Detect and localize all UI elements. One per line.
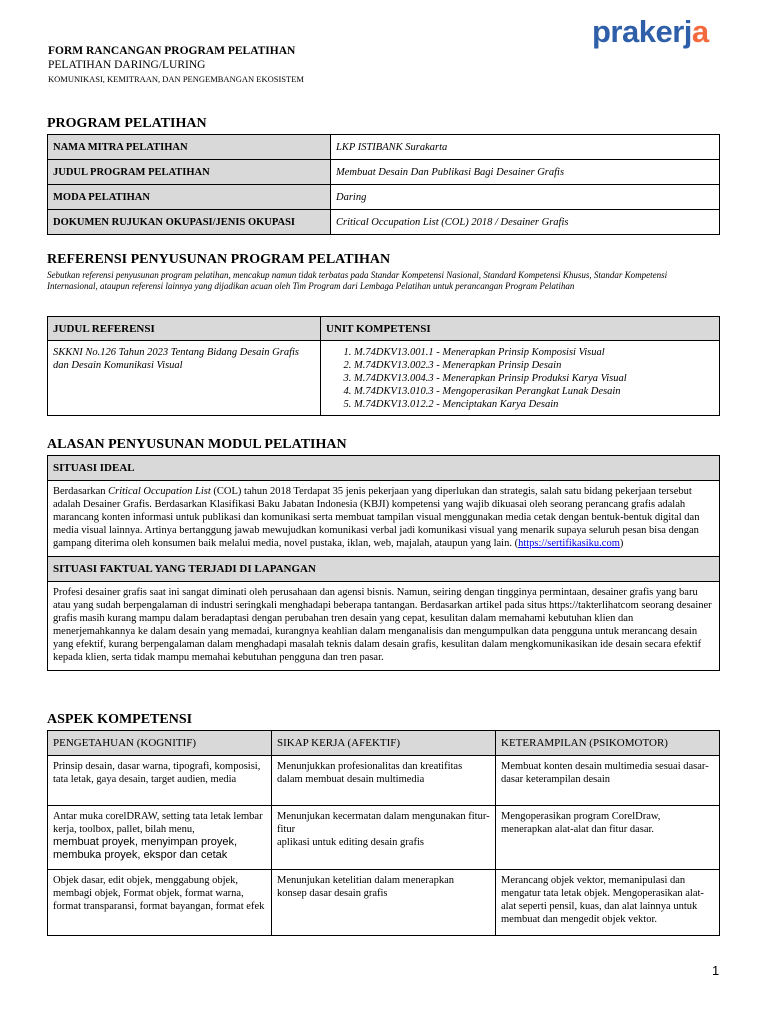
row-label: JUDUL PROGRAM PELATIHAN <box>48 160 331 185</box>
row-label: MODA PELATIHAN <box>48 185 331 210</box>
table-row <box>48 160 720 185</box>
table-cell: Antar muka corelDRAW, setting tata letak lembar kerja, toolbox, pallet, bilah menu, membuat proyek, menyimpan proyek, membuka proyek, ekspor dan cetak <box>48 806 272 870</box>
table-row <box>48 135 720 160</box>
table-row <box>48 481 720 557</box>
aspek-table <box>47 730 720 936</box>
table-row <box>48 210 720 235</box>
column-header-psikomotor: KETERAMPILAN (PSIKOMOTOR) <box>496 731 720 756</box>
table-row <box>48 870 720 936</box>
list-item: 2. M.74DKV13.002.3 - Menerapkan Prinsip Desain <box>354 359 714 372</box>
list-item: 5. M.74DKV13.012.2 - Menciptakan Karya Desain <box>354 398 714 411</box>
referensi-description: Sebutkan referensi penyusunan program pelatihan, mencakup namun tidak terbatas pada Standar Kompetensi Nasional, Standard Kompetensi Khusus, Standar Kompetensi Internasional, ataupun referensi lainnya yang dijadikan acuan oleh Tim Program dari Lembaga Pelatihan untuk perancangan Program Pelatihan <box>47 270 668 291</box>
row-label: DOKUMEN RUJUKAN OKUPASI/JENIS OKUPASI <box>48 210 331 235</box>
table-row <box>48 756 720 806</box>
situasi-ideal-text: Berdasarkan Critical Occupation List (COL) tahun 2018 Terdapat 35 jenis pekerjaan yang diperlukan dan strategis, salah satu bidang pekerjaan tersebut adalah Desainer Grafis. Berdasarkan Klasifikasi Baku Jabatan Indonesia (KBJI) kompetensi yang wajib dikuasai oleh seorang perancang grafis adalah marancang konten informasi untuk publikasi dan komunikasi serta membuat tampilan visual menggunakan media cetak dengan bentuk-bentuk digital dan media visual lainnya. Artinya bertanggung jawab mewujudkan komunikasi verbal jadi komunikasi visual yang menarik supaya seluruh pesan bisa dengan gampang diterima oleh konsumen baik melalui media, novel pustaka, iklan, web, majalah, ataupun yang lain. (https://sertifikasiku.com) <box>48 481 720 557</box>
form-subtitle: PELATIHAN DARING/LURING <box>48 59 206 71</box>
program-table <box>47 134 720 235</box>
column-header-unit: UNIT KOMPETENSI <box>321 317 720 341</box>
document-header <box>48 44 304 86</box>
prakerja-logo: prakerja <box>592 14 709 49</box>
table-cell: Prinsip desain, dasar warna, tipografi, komposisi, tata letak, gaya desain, target audien, media <box>48 756 272 806</box>
situasi-faktual-label: SITUASI FAKTUAL YANG TERJADI DI LAPANGAN <box>48 557 720 582</box>
section-heading-alasan: ALASAN PENYUSUNAN MODUL PELATIHAN <box>47 437 347 452</box>
table-header-row <box>48 456 720 481</box>
column-header-judul: JUDUL REFERENSI <box>48 317 321 341</box>
alasan-table <box>47 455 720 671</box>
form-title: FORM RANCANGAN PROGRAM PELATIHAN <box>48 45 296 57</box>
column-header-afektif: SIKAP KERJA (AFEKTIF) <box>272 731 496 756</box>
table-row <box>48 341 720 416</box>
table-cell: Objek dasar, edit objek, menggabung objek, membagi objek, Format objek, format warna, format transparansi, format bayangan, format efek <box>48 870 272 936</box>
referensi-table <box>47 316 720 416</box>
column-header-kognitif: PENGETAHUAN (KOGNITIF) <box>48 731 272 756</box>
section-heading-program: PROGRAM PELATIHAN <box>47 116 207 131</box>
unit-list <box>326 346 714 411</box>
situasi-faktual-text: Profesi desainer grafis saat ini sangat diminati oleh perusahaan dan agensi bisnis. Namun, seiring dengan tingginya permintaan, desainer grafis yang baru atau yang sudah berpengalaman di industri seringkali menghadapi beberapa tantangan. Berdasarkan artikel pada situs https://takterlihatcom seorang desainer grafis masih kurang mampu dalam beradaptasi dengan perubahan tren desain yang cepat, kesulitan dalam memahami kebutuhan klien dan menerjemahkannya ke dalam desain yang memadai, kurangnya keahlian dalam menganalisis dan mengumpulkan data pengguna untuk merancang desain yang efektif, kurang berpengalaman dalam menghadapi masalah teknis dalam desain grafis, kesulitan dalam mengkomunikasikan ide desain secara efektif kepada klien, serta tidak mampu memahai kebutuhan pengguna dan tren pasar. <box>48 582 720 671</box>
row-value: LKP ISTIBANK Surakarta <box>331 135 720 160</box>
table-header-row <box>48 557 720 582</box>
table-header-row <box>48 731 720 756</box>
sertifikasiku-link[interactable]: https://sertifikasiku.com <box>518 538 620 549</box>
table-row <box>48 582 720 671</box>
list-item: 4. M.74DKV13.010.3 - Mengoperasikan Perangkat Lunak Desain <box>354 385 714 398</box>
judul-referensi-value: SKKNI No.126 Tahun 2023 Tentang Bidang Desain Grafis dan Desain Komunikasi Visual <box>48 341 321 416</box>
row-value: Critical Occupation List (COL) 2018 / Desainer Grafis <box>331 210 720 235</box>
list-item: 3. M.74DKV13.004.3 - Menerapkan Prinsip Produksi Karya Visual <box>354 372 714 385</box>
department-name: KOMUNIKASI, KEMITRAAN, DAN PENGEMBANGAN EKOSISTEM <box>48 74 304 84</box>
row-value: Daring <box>331 185 720 210</box>
table-row <box>48 806 720 870</box>
row-value: Membuat Desain Dan Publikasi Bagi Desainer Grafis <box>331 160 720 185</box>
table-header-row <box>48 317 720 341</box>
list-item: 1. M.74DKV13.001.1 - Menerapkan Prinsip Komposisi Visual <box>354 346 714 359</box>
situasi-ideal-label: SITUASI IDEAL <box>48 456 720 481</box>
table-cell: Menunjukan kecermatan dalam mengunakan fitur-fitur aplikasi untuk editing desain grafis <box>272 806 496 870</box>
table-row <box>48 185 720 210</box>
table-cell: Merancang objek vektor, memanipulasi dan mengatur tata letak objek. Mengoperasikan alat-alat seperti pensil, kuas, dan alat lainnya untuk membuat dan mengedit objek vektor. <box>496 870 720 936</box>
row-label: NAMA MITRA PELATIHAN <box>48 135 331 160</box>
page-number: 1 <box>712 963 720 978</box>
table-cell: Membuat konten desain multimedia sesuai dasar-dasar keterampilan desain <box>496 756 720 806</box>
table-cell: Menunjukkan profesionalitas dan kreatifitas dalam membuat desain multimedia <box>272 756 496 806</box>
table-cell: Mengoperasikan program CorelDraw, menerapkan alat-alat dan fitur dasar. <box>496 806 720 870</box>
unit-kompetensi-cell <box>321 341 720 416</box>
section-heading-aspek: ASPEK KOMPETENSI <box>47 712 193 727</box>
section-heading-referensi: REFERENSI PENYUSUNAN PROGRAM PELATIHAN <box>47 252 391 267</box>
table-cell: Menunjukan ketelitian dalam menerapkan konsep dasar desain grafis <box>272 870 496 936</box>
